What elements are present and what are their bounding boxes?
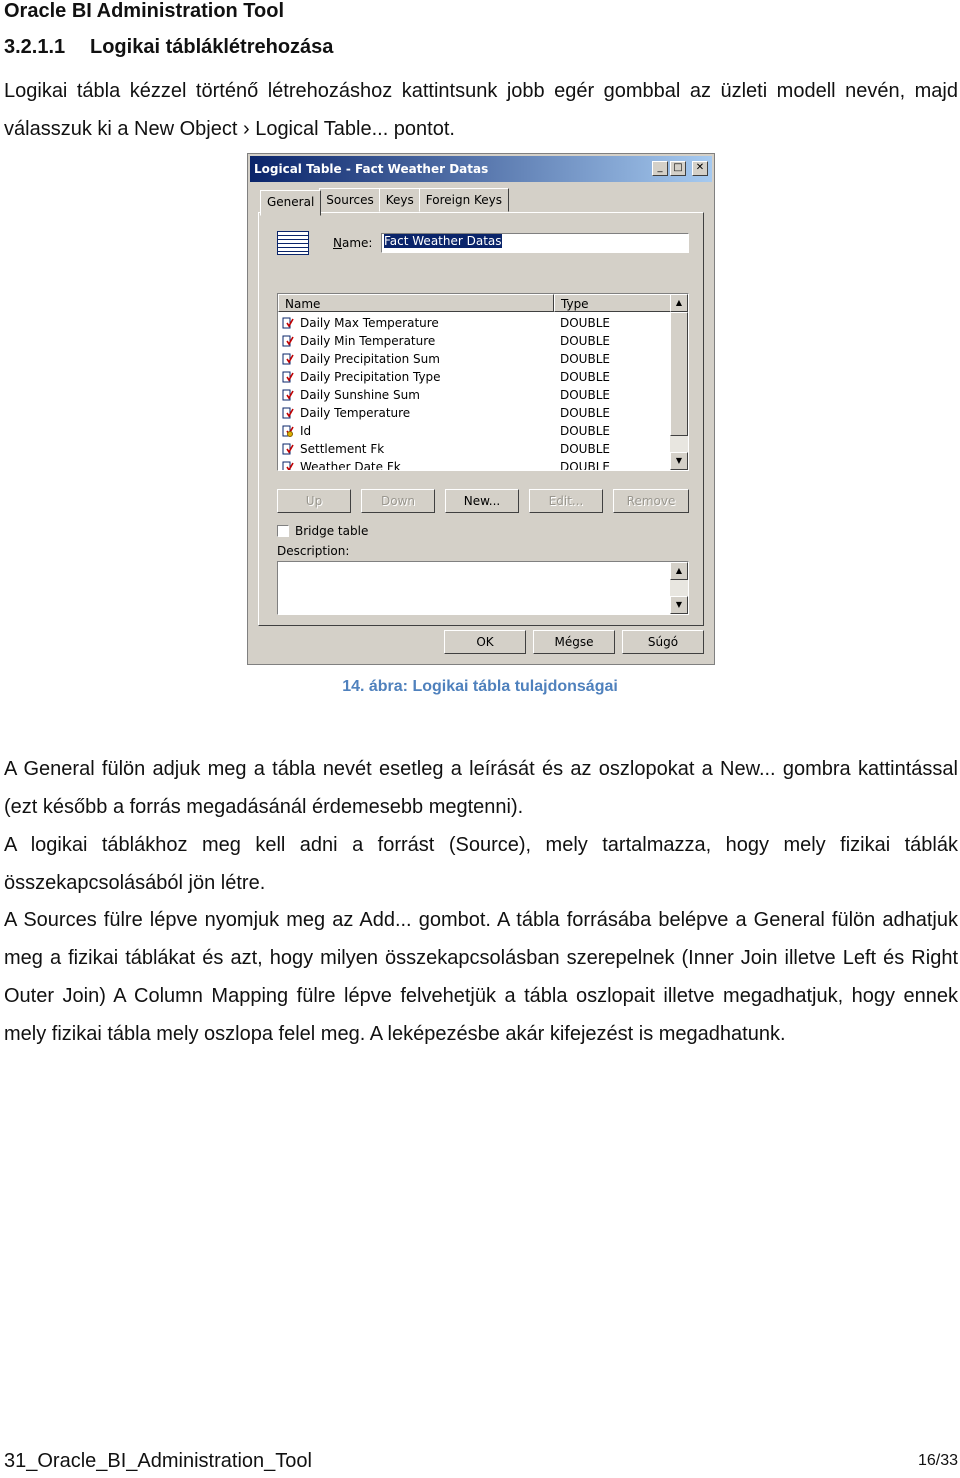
column-row[interactable] bbox=[278, 422, 672, 440]
tab-sources[interactable]: Sources bbox=[319, 188, 380, 212]
column-name: Daily Max Temperature bbox=[300, 316, 439, 330]
column-icon bbox=[282, 353, 294, 365]
ok-button[interactable]: OK bbox=[444, 630, 526, 654]
columns-list-scrollbar[interactable] bbox=[670, 294, 688, 470]
new-column-button[interactable]: New... bbox=[445, 489, 519, 513]
column-icon bbox=[282, 443, 294, 455]
document-header-title: Oracle BI Administration Tool bbox=[4, 0, 285, 22]
remove-column-button[interactable]: Remove bbox=[613, 489, 689, 513]
up-button[interactable]: Up bbox=[277, 489, 351, 513]
column-type: DOUBLE bbox=[560, 424, 610, 438]
column-row[interactable] bbox=[278, 404, 672, 422]
column-icon bbox=[282, 371, 294, 383]
logical-table-dialog bbox=[247, 153, 715, 665]
name-input[interactable] bbox=[381, 233, 689, 253]
general-tab-panel bbox=[258, 212, 704, 626]
description-scrollbar[interactable] bbox=[670, 562, 688, 614]
scroll-down-icon[interactable]: ▼ bbox=[670, 452, 688, 470]
cancel-button[interactable]: Mégse bbox=[533, 630, 615, 654]
paragraph-general: A General fülön adjuk meg a tábla nevét esetleg a leírását és az oszlopokat a New... gombra kattintással (ezt később a forrás megadásánál érdemesebb megtenni). bbox=[4, 758, 958, 818]
description-scroll-down-icon[interactable]: ▼ bbox=[670, 596, 688, 614]
bridge-table-label: Bridge table bbox=[295, 524, 369, 538]
column-name: Daily Sunshine Sum bbox=[300, 388, 420, 402]
tab-keys[interactable]: Keys bbox=[379, 188, 421, 212]
column-icon bbox=[282, 389, 294, 401]
logical-table-icon bbox=[277, 231, 309, 255]
description-label: Description: bbox=[277, 544, 350, 558]
column-row[interactable] bbox=[278, 314, 672, 332]
scroll-thumb[interactable] bbox=[670, 312, 688, 436]
column-row[interactable] bbox=[278, 458, 672, 471]
column-type: DOUBLE bbox=[560, 406, 610, 420]
edit-column-button[interactable]: Edit... bbox=[529, 489, 603, 513]
column-row[interactable] bbox=[278, 368, 672, 386]
columns-list-header bbox=[278, 294, 672, 312]
column-row[interactable] bbox=[278, 350, 672, 368]
column-row[interactable] bbox=[278, 332, 672, 350]
description-textarea[interactable] bbox=[277, 561, 689, 615]
column-name: Daily Temperature bbox=[300, 406, 411, 420]
column-row[interactable] bbox=[278, 386, 672, 404]
section-title: Logikai tábláklétrehozása bbox=[90, 36, 334, 58]
section-number: 3.2.1.1 bbox=[4, 36, 66, 58]
bridge-table-checkbox[interactable] bbox=[277, 525, 289, 537]
column-name: Daily Precipitation Sum bbox=[300, 352, 440, 366]
name-input-value: Fact Weather Datas bbox=[384, 234, 502, 248]
column-type: DOUBLE bbox=[560, 370, 610, 384]
column-name: Id bbox=[300, 424, 312, 438]
tab-general[interactable]: General bbox=[260, 190, 321, 216]
footer-page-number: 16/33 bbox=[917, 1452, 958, 1469]
column-name: Settlement Fk bbox=[300, 442, 385, 456]
columns-list[interactable] bbox=[277, 293, 689, 471]
column-type: DOUBLE bbox=[560, 352, 610, 366]
column-type: DOUBLE bbox=[560, 334, 610, 348]
column-type: DOUBLE bbox=[560, 442, 610, 456]
column-name: Daily Min Temperature bbox=[300, 334, 436, 348]
column-icon bbox=[282, 335, 294, 347]
maximize-icon[interactable]: □ bbox=[670, 161, 686, 176]
column-type: DOUBLE bbox=[560, 460, 610, 471]
paragraph-column-mapping: A Sources fülre lépve nyomjuk meg az Add... gombot. A tábla forrásába belépve a General fülön adhatjuk meg a fizikai táblákat és azt, hogy milyen összekapcsolásban szerepelnek (Inner Join illetve Left és Right Outer Join) A Column Mapping fülre lépve felvehetjük a tábla oszlopait illetve megadhatjuk, hogy ennek mely fizikai tábla mely oszlopa felel meg. A leképezésbe akár kifejezést is megadhatunk. bbox=[4, 909, 958, 1045]
section-heading bbox=[4, 36, 333, 59]
column-icon bbox=[282, 461, 294, 471]
figure-caption: 14. ábra: Logikai tábla tulajdonságai bbox=[342, 678, 618, 695]
column-name: Daily Precipitation Type bbox=[300, 370, 441, 384]
column-icon bbox=[282, 317, 294, 329]
column-row[interactable] bbox=[278, 440, 672, 458]
dialog-titlebar bbox=[250, 156, 712, 182]
dialog-tabs bbox=[260, 188, 507, 212]
dialog-title: Logical Table - Fact Weather Datas bbox=[254, 162, 489, 176]
name-label: Name: bbox=[333, 236, 373, 250]
column-type: DOUBLE bbox=[560, 316, 610, 330]
column-type: DOUBLE bbox=[560, 388, 610, 402]
key-column-icon bbox=[282, 425, 294, 437]
column-icon bbox=[282, 407, 294, 419]
description-scroll-up-icon[interactable]: ▲ bbox=[670, 562, 688, 580]
footer-document-name: 31_Oracle_BI_Administration_Tool bbox=[4, 1450, 312, 1472]
minimize-icon[interactable]: _ bbox=[652, 161, 668, 176]
paragraph-sources: A logikai táblákhoz meg kell adni a forrást (Source), mely tartalmazza, hogy mely fizikai táblák összekapcsolásából jön létre. bbox=[4, 834, 958, 894]
column-header-name[interactable]: Name bbox=[278, 294, 554, 312]
column-header-type[interactable]: Type bbox=[554, 294, 672, 312]
tab-foreign-keys[interactable]: Foreign Keys bbox=[419, 188, 509, 212]
close-icon[interactable]: ✕ bbox=[692, 161, 708, 176]
intro-paragraph: Logikai tábla kézzel történő létrehozáshoz kattintsunk jobb egér gombbal az üzleti modell nevén, majd válasszuk ki a New Object › Logical Table... pontot. bbox=[4, 80, 958, 140]
column-name: Weather Date Fk bbox=[300, 460, 401, 471]
scroll-up-icon[interactable]: ▲ bbox=[670, 294, 688, 312]
help-button[interactable]: Súgó bbox=[622, 630, 704, 654]
down-button[interactable]: Down bbox=[361, 489, 435, 513]
